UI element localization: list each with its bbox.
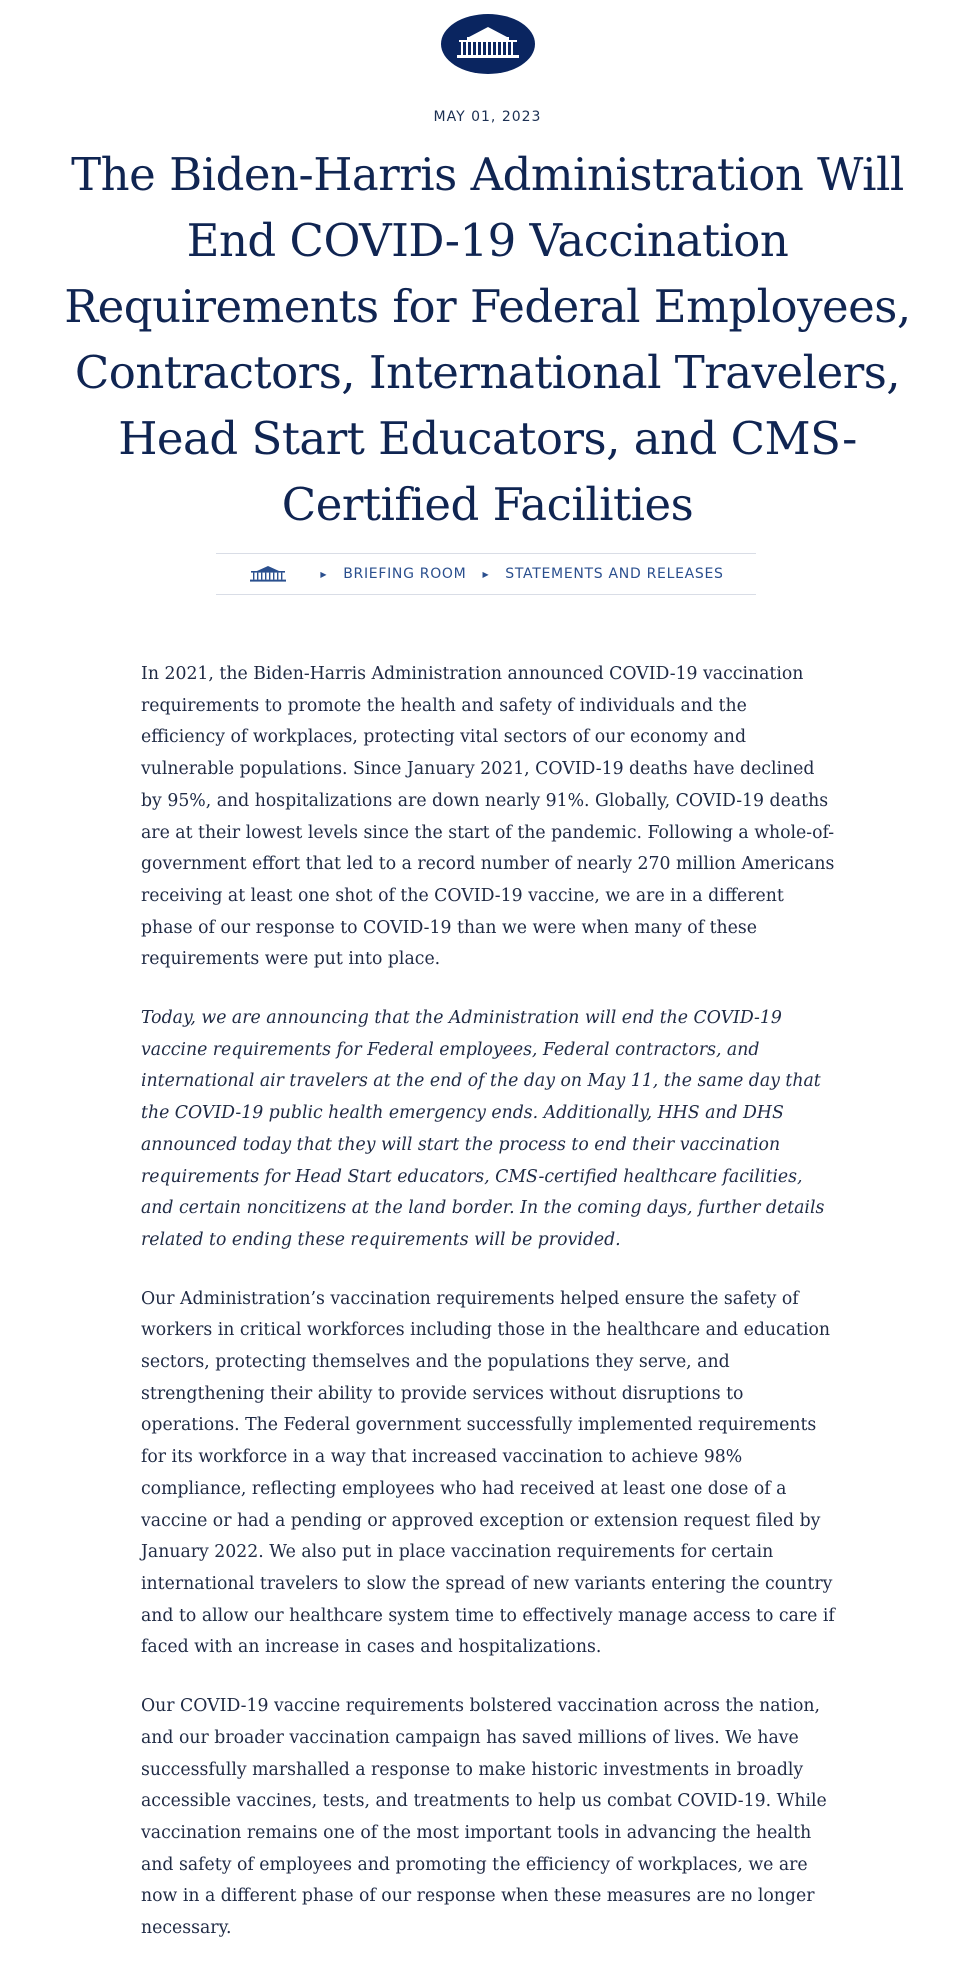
white-house-seal-icon [441,14,535,74]
breadcrumb [216,553,756,595]
publish-date: MAY 01, 2023 [433,109,542,125]
page-title: The Biden-Harris Administration Will End COVID-19 Vaccination Requirements for Federal Employees, Contractors, International Travelers, Head Start Educators, and CMS-Certified Facilities [64,148,911,531]
article-paragraph: In 2021, the Biden-Harris Administration announced COVID-19 vaccination requirements to promote the health and safety of individuals and the efficiency of workplaces, protecting vital sectors of our economy and vulnerable populations. Since January 2021, COVID-19 deaths have declined by 95%, and hospitalizations are down nearly 91%. Globally, COVID-19 deaths are at their lowest levels since the start of the pandemic. Following a whole-of-government effort that led to a record number of nearly 270 million Americans receiving at least one shot of the COVID-19 vaccine, we are in a different phase of our response to COVID-19 than we were when many of these requirements were put into place. [141,664,835,970]
article-paragraph: Our Administration’s vaccination requirements helped ensure the safety of workers in critical workforces including those in the healthcare and education sectors, protecting themselves and the populations they serve, and strengthening their ability to provide services without disruptions to operations. The Federal government successfully implemented requirements for its workforce in a way that increased vaccination to achieve 98% compliance, reflecting employees who had received at least one dose of a vaccine or had a pending or approved exception or extension request filed by January 2022. We also put in place vaccination requirements for certain international travelers to slow the spread of new variants entering the country and to allow our healthcare system time to effectively manage access to care if faced with an increase in cases and hospitalizations. [141,1288,835,1658]
site-logo[interactable] [0,14,975,74]
article-body [141,659,835,1972]
white-house-icon[interactable] [248,565,288,583]
article-paragraph: Today, we are announcing that the Administration will end the COVID-19 vaccine requirements for Federal employees, Federal contractors, and international air travelers at the end of the day on May 11, the same day that the COVID-19 public health emergency ends. Additionally, HHS and DHS announced today that they will start the process to end their vaccination requirements for Head Start educators, CMS-certified healthcare facilities, and certain noncitizens at the land border. In the coming days, further details related to ending these requirements will be provided. [141,1008,825,1250]
breadcrumb-briefing-room[interactable]: BRIEFING ROOM [343,566,467,582]
chevron-right-icon: ▶ [482,569,490,579]
breadcrumb-statements-and-releases[interactable]: STATEMENTS AND RELEASES [505,566,724,582]
article-paragraph: Our COVID-19 vaccine requirements bolstered vaccination across the nation, and our broader vaccination campaign has saved millions of lives. We have successfully marshalled a response to make historic investments in broadly accessible vaccines, tests, and treatments to help us combat COVID-19. While vaccination remains one of the most important tools in advancing the health and safety of employees and promoting the efficiency of workplaces, we are now in a different phase of our response when these measures are no longer necessary. [141,1696,827,1939]
chevron-right-icon: ▶ [320,569,328,579]
